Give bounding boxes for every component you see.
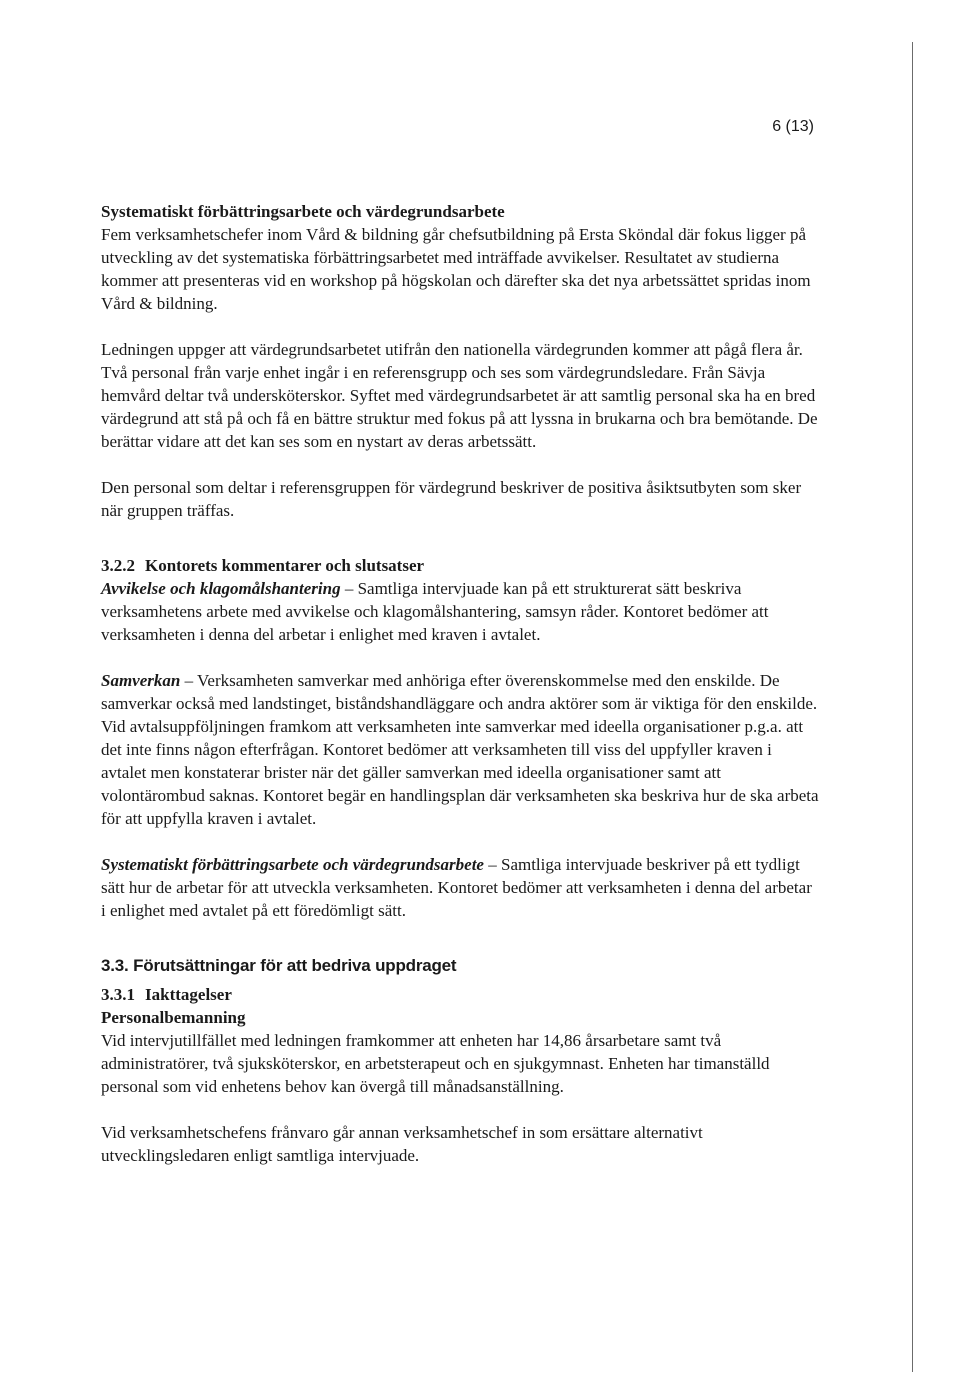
comment-lead: Avvikelse och klagomålshantering [101,579,341,598]
paragraph-bemanning: Vid intervjutillfället med ledningen framkommer att enheten har 14,86 årsarbetare samt två administratörer, två sjuksköterskor, en arbetsterapeut och en sjukgymnast. Enheten har timanställd personal som vid enhetens behov kan övergå till månadsanställning. [101,1031,770,1096]
section-heading-3-2-2 [101,554,819,577]
comment-text: – Samtliga intervjuade kan på ett strukturerat sätt beskriva verksamhetens arbete med avvikelse och klagomålshantering, samsyn råder. Kontoret bedömer att verksamheten i denna del arbetar i enlighet med kraven i avtalet. [101,579,769,644]
section-heading-3-3-1 [101,983,819,1006]
section-heading-improvement: Systematiskt förbättringsarbete och värdegrundsarbete [101,202,505,221]
section-title: Iakttagelser [145,985,232,1004]
paragraph-franvaro: Vid verksamhetschefens frånvaro går annan verksamhetschef in som ersättare alternativt utvecklingsledaren enligt samtliga intervjuade. [101,1123,703,1165]
comment-lead: Systematiskt förbättringsarbete och värdegrundsarbete [101,855,484,874]
comment-avvikelse [101,577,819,646]
comment-forbattring [101,853,819,922]
margin-rule [912,42,913,1372]
section-number: 3.2.2 [101,556,135,575]
section-number: 3.3.1 [101,985,135,1004]
comment-lead: Samverkan [101,671,181,690]
section-title: Kontorets kommentarer och slutsatser [145,556,425,575]
comment-samverkan [101,669,819,830]
paragraph-referensgrupp: Den personal som deltar i referensgruppen för värdegrund beskriver de positiva åsiktsutbyten som sker när gruppen träffas. [101,478,802,520]
document-body [101,200,819,1167]
subheading-personalbemanning: Personalbemanning [101,1008,246,1027]
paragraph-chefsutbildning: Fem verksamhetschefer inom Vård & bildning går chefsutbildning på Ersta Sköndal där fokus ligger på utveckling av det systematiska förbättringsarbetet med inträffade avvikelser. Resultatet av studierna kommer att presenteras vid en workshop på högskolan och därefter ska det nya arbetssättet spridas inom Vård & bildning. [101,225,811,313]
paragraph-vardegrund: Ledningen uppger att värdegrundsarbetet utifrån den nationella värdegrunden kommer att pågå flera år. Två personal från varje enhet ingår i en referensgrupp och ses som värdegrundsledare. Från Sävja hemvård deltar två undersköterskor. Syftet med värdegrundsarbetet är att samtlig personal ska ha en bred värdegrund att stå på och få en bättre struktur med fokus på att lyssna in brukarna och bra bemötande. De berättar vidare att det kan ses som en nystart av deras arbetssätt. [101,340,818,451]
comment-text: – Samtliga intervjuade beskriver på ett tydligt sätt hur de arbetar för att utveckla verksamheten. Kontoret bedömer att verksamheten i denna del arbetar i enlighet med avtalet på ett föredömligt sätt. [101,855,812,920]
section-heading-3-3: 3.3. Förutsättningar för att bedriva uppdraget [101,956,457,975]
page-number: 6 (13) [772,118,814,135]
comment-text: – Verksamheten samverkar med anhöriga efter överenskommelse med den enskilde. De samverkar också med landstinget, biståndshandläggare och andra aktörer som är viktiga för den enskilde. Vid avtalsuppföljningen framkom att verksamheten inte samverkar med ideella organisationer p.g.a. att det inte finns någon efterfrågan. Kontoret bedömer att verksamheten till viss del uppfyller kraven i avtalet men konstaterar brister när det gäller samverkan med ideella organisationer samt att volontärombud saknas. Kontoret begär en handlingsplan där verksamheten ska beskriva hur de ska arbeta för att uppfylla kraven i avtalet. [101,671,819,828]
